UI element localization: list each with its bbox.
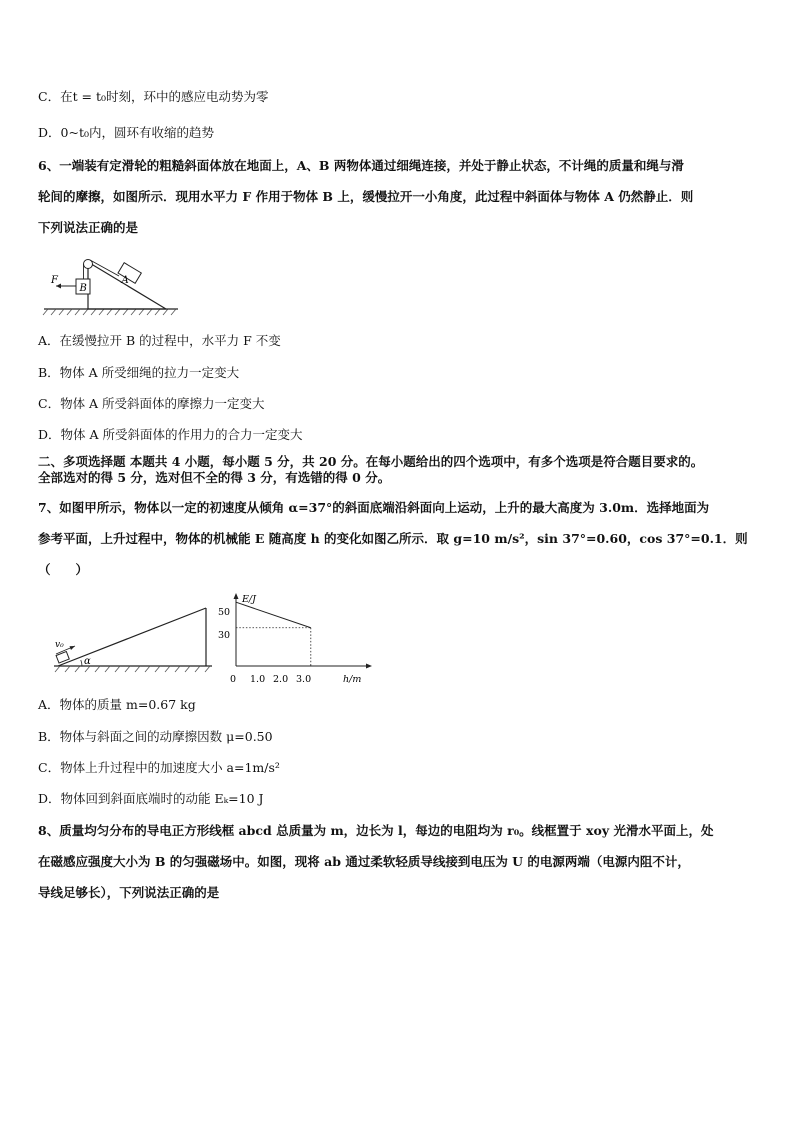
q7-stem-line1: 7、如图甲所示，物体以一定的初速度从倾角 α=37°的斜面底端沿斜面向上运动，上升的最大高度为 3.0m．选择地面为: [38, 500, 710, 515]
q6-option-d: D．物体 A 所受斜面体的作用力的合力一定变大: [38, 427, 303, 442]
q6-stem-line3: 下列说法正确的是: [38, 220, 139, 235]
q8-stem-line1: 8、质量均匀分布的导电正方形线框 abcd 总质量为 m，边长为 l，每边的电阻均为 r₀。线框置于 xoy 光滑水平面上，处: [38, 823, 714, 838]
chart-energy-line: [236, 602, 311, 628]
q7-option-b: B．物体与斜面之间的动摩擦因数 μ=0.50: [38, 729, 273, 744]
section2-instructions-line2: 全部选对的得 5 分，选对但不全的得 3 分，有选错的得 0 分。: [38, 470, 391, 485]
q7-label-alpha: α: [84, 656, 91, 667]
chart-y-axis-label: E/J: [242, 594, 256, 605]
chart-y-tick-50: 50: [218, 607, 231, 618]
q5-option-d: D．0~t₀内，圆环有收缩的趋势: [38, 125, 214, 140]
chart-x-axis-label: h/m: [343, 674, 362, 685]
q7-energy-height-chart: [210, 590, 375, 690]
q7-stem-line3: （ ）: [38, 562, 89, 577]
q7-label-v0: v₀: [55, 640, 64, 650]
q6-option-b: B．物体 A 所受细绳的拉力一定变大: [38, 365, 240, 380]
q7-stem-line2: 参考平面，上升过程中，物体的机械能 E 随高度 h 的变化如图乙所示．取 g=10 m/s²，sin 37°=0.60，cos 37°=0.1．则: [38, 531, 748, 546]
q6-stem-line1: 6、一端装有定滑轮的粗糙斜面体放在地面上，A、B 两物体通过细绳连接，并处于静止状态，不计绳的质量和绳与滑: [38, 158, 684, 173]
q7-option-c: C．物体上升过程中的加速度大小 a=1m/s²: [38, 760, 280, 775]
q6-option-a: A．在缓慢拉开 B 的过程中，水平力 F 不变: [38, 333, 281, 348]
q6-label-f: F: [51, 275, 58, 286]
q6-label-b: B: [79, 283, 87, 294]
q7-incline-figure: [50, 605, 215, 673]
q6-option-c: C．物体 A 所受斜面体的摩擦力一定变大: [38, 396, 265, 411]
q5-option-c: C．在t = t₀时刻，环中的感应电动势为零: [38, 89, 269, 104]
section2-instructions-line1: 二、多项选择题 本题共 4 小题，每小题 5 分，共 20 分。在每小题给出的四个选项中，有多个选项是符合题目要求的。: [38, 454, 704, 469]
q6-incline-figure: [42, 250, 182, 316]
chart-y-tick-30: 30: [218, 630, 231, 641]
chart-y-axis-arrow: [234, 593, 239, 599]
q7-option-d: D．物体回到斜面底端时的动能 Eₖ=10 J: [38, 791, 264, 806]
chart-origin-tick: 0: [230, 674, 237, 685]
chart-x-tick-1: 1.0: [250, 674, 266, 685]
q8-stem-line3: 导线足够长），下列说法正确的是: [38, 885, 220, 900]
q6-label-a: A: [121, 275, 129, 286]
q6-stem-line2: 轮间的摩擦，如图所示．现用水平力 F 作用于物体 B 上，缓慢拉开一小角度，此过程中斜面体与物体 A 仍然静止．则: [38, 189, 694, 204]
chart-x-tick-3: 3.0: [296, 674, 312, 685]
q8-stem-line2: 在磁感应强度大小为 B 的匀强磁场中。如图，现将 ab 通过柔软轻质导线接到电压为 U 的电源两端（电源内阻不计，: [38, 854, 690, 869]
chart-x-tick-2: 2.0: [273, 674, 289, 685]
q7-option-a: A．物体的质量 m=0.67 kg: [38, 697, 196, 712]
chart-x-axis-arrow: [366, 664, 372, 669]
